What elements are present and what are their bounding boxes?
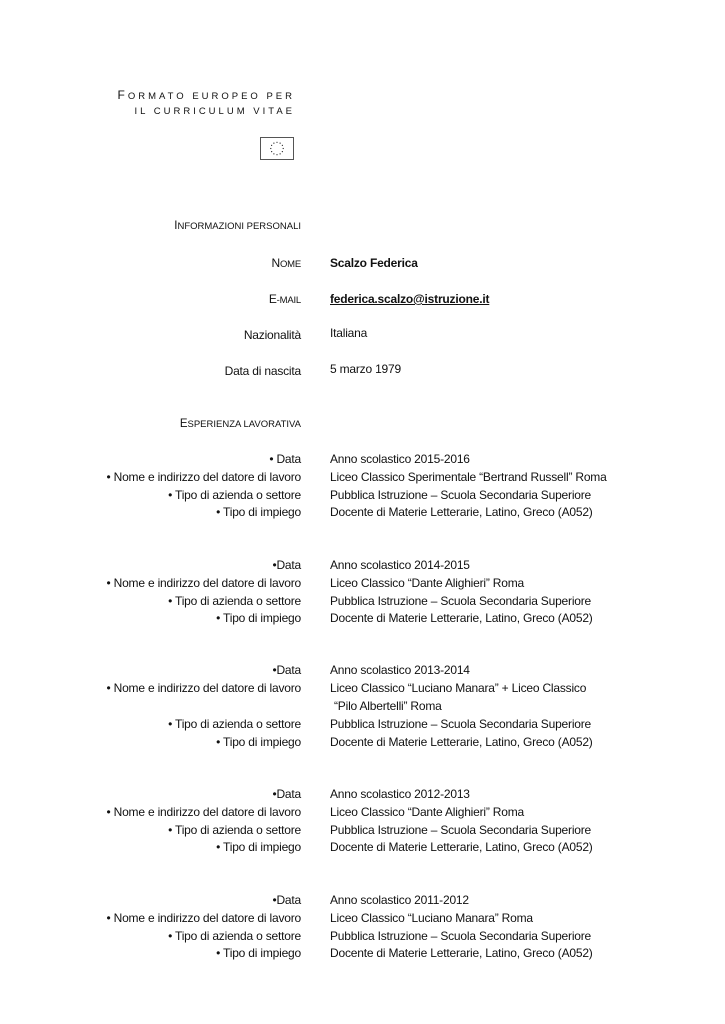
entry-job-label: • Tipo di impiego bbox=[216, 840, 301, 854]
name-label: NOME bbox=[271, 256, 301, 270]
entry-date: Anno scolastico 2012-2013 bbox=[330, 787, 470, 801]
entry-employer-label: • Nome e indirizzo del datore di lavoro bbox=[106, 576, 301, 590]
entry-employer: Liceo Classico “Luciano Manara” + Liceo Classico bbox=[330, 681, 587, 695]
flag-star bbox=[283, 148, 284, 149]
birth-label: Data di nascita bbox=[224, 364, 301, 378]
entry-sector: Pubblica Istruzione – Scuola Secondaria Superiore bbox=[330, 594, 592, 608]
entry-date-label: •Data bbox=[272, 787, 301, 801]
entry-job: Docente di Materie Letterarie, Latino, Greco (A052) bbox=[330, 946, 593, 960]
entry-date: Anno scolastico 2013-2014 bbox=[330, 663, 470, 677]
entry-sector-label: • Tipo di azienda o settore bbox=[168, 594, 301, 608]
section-title-experience: ESPERIENZA LAVORATIVA bbox=[179, 418, 301, 430]
flag-star bbox=[270, 148, 271, 149]
entry-sector: Pubblica Istruzione – Scuola Secondaria Superiore bbox=[330, 823, 592, 837]
entry-employer: Liceo Classico Sperimentale “Bertrand Russell” Roma bbox=[330, 470, 607, 484]
flag-star bbox=[280, 153, 281, 154]
entry-job-label: • Tipo di impiego bbox=[216, 946, 301, 960]
cv-title-line-1: FORMATO EUROPEO PER bbox=[117, 88, 295, 102]
entry-sector-label: • Tipo di azienda o settore bbox=[168, 823, 301, 837]
flag-star bbox=[280, 143, 281, 144]
flag-star bbox=[273, 143, 274, 144]
eu-flag-icon bbox=[260, 137, 294, 160]
entry-date-label: •Data bbox=[272, 893, 301, 907]
nationality-value: Italiana bbox=[330, 326, 368, 340]
entry-employer: Liceo Classico “Dante Alighieri” Roma bbox=[330, 805, 525, 819]
entry-employer-continued: “Pilo Albertelli” Roma bbox=[334, 699, 442, 713]
flag-star bbox=[276, 142, 277, 143]
entry-sector-label: • Tipo di azienda o settore bbox=[168, 717, 301, 731]
entry-date: Anno scolastico 2011-2012 bbox=[330, 893, 469, 907]
entry-job: Docente di Materie Letterarie, Latino, Greco (A052) bbox=[330, 611, 593, 625]
entry-employer-label: • Nome e indirizzo del datore di lavoro bbox=[106, 911, 301, 925]
flag-star bbox=[276, 154, 277, 155]
section-title-personal: INFORMAZIONI PERSONALI bbox=[174, 220, 301, 232]
flag-star bbox=[273, 153, 274, 154]
entry-job: Docente di Materie Letterarie, Latino, Greco (A052) bbox=[330, 840, 593, 854]
entry-date: Anno scolastico 2014-2015 bbox=[330, 558, 470, 572]
flag-star bbox=[282, 145, 283, 146]
nationality-label: Nazionalità bbox=[243, 328, 301, 342]
entry-employer-label: • Nome e indirizzo del datore di lavoro bbox=[106, 805, 301, 819]
entry-employer: Liceo Classico “Dante Alighieri” Roma bbox=[330, 576, 525, 590]
birth-value: 5 marzo 1979 bbox=[330, 362, 401, 376]
cv-title-line-2: IL CURRICULUM VITAE bbox=[134, 106, 295, 117]
entry-date-label: •Data bbox=[272, 558, 301, 572]
entry-sector: Pubblica Istruzione – Scuola Secondaria Superiore bbox=[330, 929, 592, 943]
entry-job-label: • Tipo di impiego bbox=[216, 611, 301, 625]
entry-job: Docente di Materie Letterarie, Latino, Greco (A052) bbox=[330, 735, 593, 749]
flag-star bbox=[282, 151, 283, 152]
entry-date-label: •Data bbox=[272, 663, 301, 677]
name-value: Scalzo Federica bbox=[330, 256, 418, 270]
entry-sector: Pubblica Istruzione – Scuola Secondaria Superiore bbox=[330, 488, 592, 502]
entry-date: Anno scolastico 2015-2016 bbox=[330, 452, 470, 466]
email-label: E-MAIL bbox=[268, 292, 301, 306]
entry-employer-label: • Nome e indirizzo del datore di lavoro bbox=[106, 681, 301, 695]
entry-employer-label: • Nome e indirizzo del datore di lavoro bbox=[106, 470, 301, 484]
entry-employer: Liceo Classico “Luciano Manara” Roma bbox=[330, 911, 533, 925]
entry-sector-label: • Tipo di azienda o settore bbox=[168, 929, 301, 943]
entry-job-label: • Tipo di impiego bbox=[216, 505, 301, 519]
entry-job: Docente di Materie Letterarie, Latino, Greco (A052) bbox=[330, 505, 593, 519]
email-link[interactable]: federica.scalzo@istruzione.it bbox=[330, 292, 490, 306]
entry-job-label: • Tipo di impiego bbox=[216, 735, 301, 749]
entry-sector-label: • Tipo di azienda o settore bbox=[168, 488, 301, 502]
entry-date-label: • Data bbox=[269, 452, 301, 466]
flag-star bbox=[271, 151, 272, 152]
entry-sector: Pubblica Istruzione – Scuola Secondaria Superiore bbox=[330, 717, 592, 731]
flag-star bbox=[271, 145, 272, 146]
